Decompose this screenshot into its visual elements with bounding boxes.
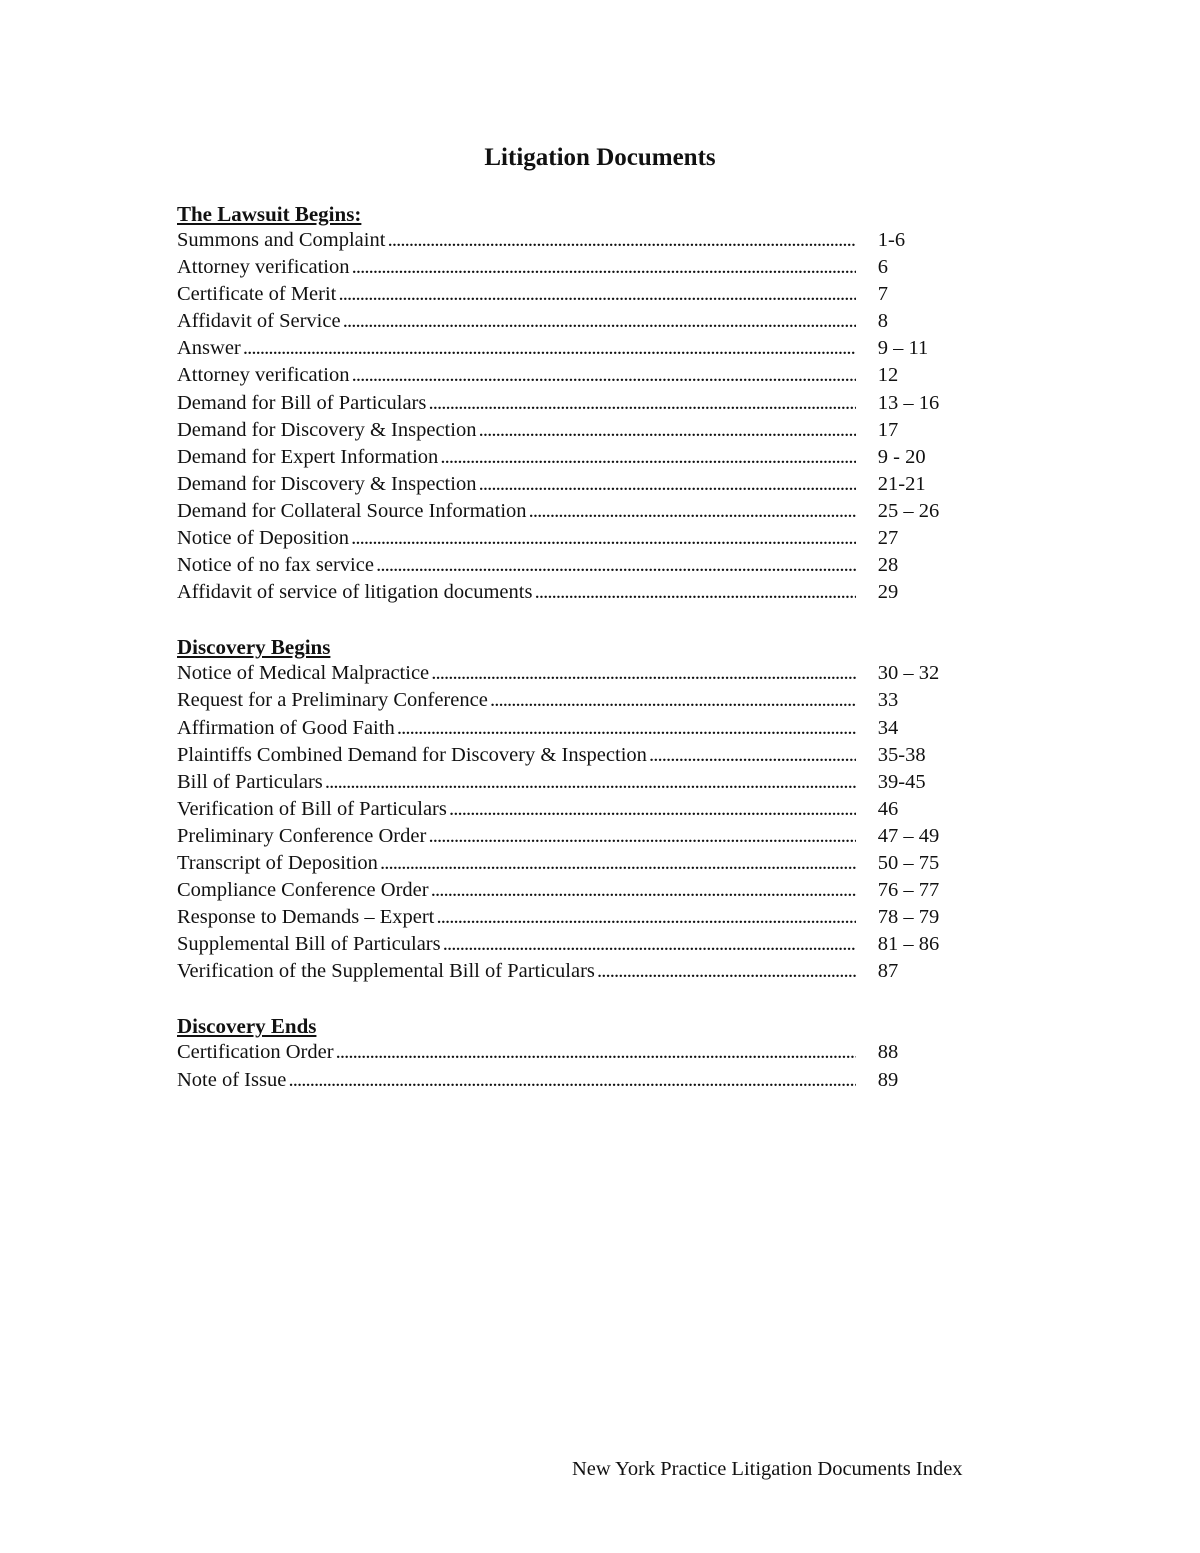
toc-entry (177, 390, 977, 417)
entry-pages: 17 (877, 418, 899, 441)
toc-entry (177, 335, 977, 362)
entry-pages: 46 (877, 797, 899, 820)
entry-pages: 1-6 (877, 229, 906, 251)
toc-entry (177, 769, 977, 796)
entry-pages: 12 (877, 364, 899, 387)
entry-pages: 28 (877, 554, 899, 577)
entry-label: Response to Demands – Expert . . . (177, 904, 856, 931)
entry-label: Bill of Particulars . . . (177, 769, 856, 796)
toc-entry (177, 1039, 977, 1066)
entry-label: Demand for Expert Information . . . (177, 444, 856, 471)
entry-pages: 87 (877, 960, 899, 983)
table-of-contents (177, 200, 977, 1121)
entry-pages: 21-21 (877, 472, 926, 495)
entry-label: Transcript of Deposition . . . (177, 850, 856, 877)
entry-label: Verification of Bill of Particulars . . . (177, 796, 856, 823)
toc-entry (177, 552, 977, 579)
section-heading: Discovery Ends (177, 1014, 317, 1039)
entry-label: Compliance Conference Order . . . (177, 877, 856, 904)
toc-entry (177, 471, 977, 498)
toc-entry (177, 254, 977, 281)
section-discovery-ends (177, 1012, 977, 1093)
entry-pages: 9 – 11 (877, 337, 929, 360)
toc-entry (177, 877, 977, 904)
toc-entry (177, 308, 977, 335)
entry-label: Affirmation of Good Faith . . . (177, 715, 856, 742)
toc-entry (177, 525, 977, 552)
entry-pages: 13 – 16 (877, 391, 940, 414)
toc-entry (177, 958, 977, 985)
entry-pages: 29 (877, 581, 899, 604)
toc-entry (177, 417, 977, 444)
entry-pages: 34 (877, 716, 899, 739)
entry-label: Verification of the Supplemental Bill of Particulars . . . (177, 958, 856, 985)
entry-label: Notice of Medical Malpractice . . . (177, 660, 856, 687)
entry-pages: 35-38 (877, 743, 926, 766)
toc-entry (177, 904, 977, 931)
entry-pages: 50 – 75 (877, 851, 940, 874)
entry-label: Preliminary Conference Order . . . (177, 823, 856, 850)
entry-pages: 8 (877, 310, 889, 333)
entry-label: Answer . . . (177, 335, 856, 362)
entry-label: Note of Issue . . . (177, 1067, 856, 1094)
entry-label: Plaintiffs Combined Demand for Discovery & Inspection . . . (177, 742, 856, 769)
entry-pages: 6 (877, 256, 889, 279)
entry-pages: 88 (877, 1041, 899, 1064)
toc-entry (177, 850, 977, 877)
entry-label: Certification Order . . . (177, 1039, 856, 1066)
toc-entry (177, 281, 977, 308)
entry-label: Demand for Discovery & Inspection . . . (177, 471, 856, 498)
toc-entry (177, 498, 977, 525)
entry-pages: 9 - 20 (877, 445, 926, 468)
entry-pages: 7 (877, 283, 889, 306)
toc-entry (177, 579, 977, 606)
toc-entry (177, 796, 977, 823)
entry-pages: 78 – 79 (877, 906, 940, 929)
toc-entry (177, 660, 977, 687)
document-title: Litigation Documents (484, 144, 716, 171)
toc-entry (177, 362, 977, 389)
entry-label: Supplemental Bill of Particulars . . . (177, 931, 856, 958)
entry-label: Attorney verification . . . (177, 362, 856, 389)
toc-entry (177, 444, 977, 471)
entry-pages: 81 – 86 (877, 933, 940, 956)
entry-pages: 76 – 77 (877, 879, 940, 902)
page-footer: New York Practice Litigation Documents Index (572, 1458, 963, 1480)
toc-entry (177, 931, 977, 958)
section-heading: Discovery Begins (177, 635, 331, 660)
section-discovery-begins (177, 633, 977, 985)
entry-pages: 30 – 32 (877, 662, 940, 685)
entry-pages: 27 (877, 527, 899, 550)
entry-label: Affidavit of service of litigation documents . . . (177, 579, 856, 606)
toc-entry (177, 715, 977, 742)
entry-pages: 33 (877, 689, 899, 712)
entry-label: Affidavit of Service . . . (177, 308, 856, 335)
section-heading: The Lawsuit Begins: (177, 202, 362, 226)
entry-pages: 39-45 (877, 770, 926, 793)
entry-pages: 25 – 26 (877, 499, 940, 522)
entry-label: Demand for Bill of Particulars . . . (177, 390, 856, 417)
entry-label: Request for a Preliminary Conference . . . (177, 687, 856, 714)
entry-label: Demand for Collateral Source Information . . . (177, 498, 856, 525)
toc-entry (177, 227, 977, 254)
entry-label: Attorney verification . . . (177, 254, 856, 281)
entry-pages: 47 – 49 (877, 824, 940, 847)
entry-label: Demand for Discovery & Inspection . . . (177, 417, 856, 444)
entry-label: Notice of Deposition . . . (177, 525, 856, 552)
toc-entry (177, 1067, 977, 1094)
section-lawsuit-begins (177, 200, 977, 606)
toc-entry (177, 823, 977, 850)
toc-entry (177, 687, 977, 714)
entry-label: Summons and Complaint . . . (177, 227, 856, 254)
entry-pages: 89 (877, 1068, 899, 1091)
entry-label: Certificate of Merit . . . (177, 281, 856, 308)
toc-entry (177, 742, 977, 769)
entry-label: Notice of no fax service . . . (177, 552, 856, 579)
